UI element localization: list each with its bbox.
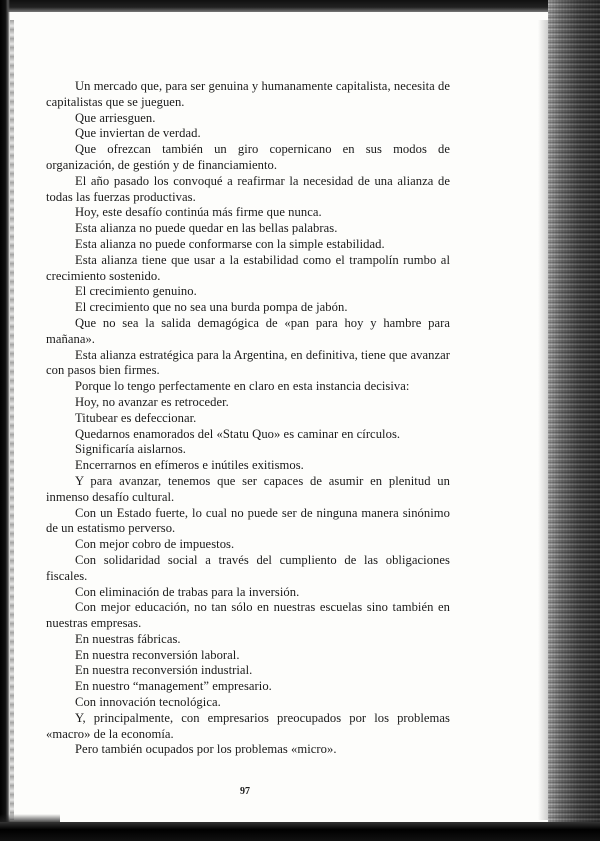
scan-right-edge xyxy=(548,0,600,841)
paragraph: Esta alianza no puede conformarse con la simple estabilidad. xyxy=(75,236,385,251)
paragraph: Pero también ocupados por los problemas «micro». xyxy=(75,742,337,757)
paragraph: Significaría aislarnos. xyxy=(75,442,186,457)
paragraph: Porque lo tengo perfectamente en claro en esta instancia decisiva: xyxy=(75,379,410,394)
paragraph: El crecimiento que no sea una burda pompa de jabón. xyxy=(75,300,348,315)
paragraph: Y, principalmente, con empresarios preocupados por los problemas «macro» de la economía. xyxy=(46,710,450,741)
paragraph: Con innovación tecnológica. xyxy=(75,695,221,710)
paragraph: En nuestras fábricas. xyxy=(75,631,181,646)
paragraph: Que no sea la salida demagógica de «pan para hoy y hambre para mañana». xyxy=(46,315,450,346)
paragraph: Hoy, este desafío continúa más firme que nunca. xyxy=(75,205,322,220)
paragraph: Esta alianza no puede quedar en las bellas palabras. xyxy=(75,221,338,236)
scan-bottom-edge xyxy=(0,822,600,841)
page-number: 97 xyxy=(240,786,250,797)
paragraph: En nuestra reconversión laboral. xyxy=(75,647,240,662)
paragraph: Quedarnos enamorados del «Statu Quo» es caminar en círculos. xyxy=(75,426,401,441)
paragraph: Un mercado que, para ser genuina y humanamente capitalista, necesita de capitalistas que se jueguen. xyxy=(46,79,450,109)
paragraph: Que inviertan de verdad. xyxy=(75,126,201,141)
scan-left-binding-shadow xyxy=(10,20,14,820)
scan-left-edge xyxy=(0,0,10,841)
paragraph: Con un Estado fuerte, lo cual no puede ser de ninguna manera sinónimo de un estatismo perverso. xyxy=(46,505,450,536)
scan-right-shadow xyxy=(538,20,548,820)
paragraph: Con mejor cobro de impuestos. xyxy=(75,537,235,552)
paragraph: El año pasado los convoqué a reafirmar la necesidad de una alianza de todas las fuerzas productivas. xyxy=(46,173,450,204)
paragraph: Que arriesguen. xyxy=(75,110,156,125)
paragraph: Con solidaridad social a través del cumpliento de las obligaciones fiscales. xyxy=(46,552,450,583)
paragraph: En nuestro “management” empresario. xyxy=(75,679,272,694)
paragraph: El crecimiento genuino. xyxy=(75,284,197,299)
body-text xyxy=(46,79,450,758)
paragraph: Esta alianza tiene que usar a la estabilidad como el trampolín rumbo al crecimiento sostenido. xyxy=(46,252,450,283)
paragraph: Hoy, no avanzar es retroceder. xyxy=(75,394,229,409)
scan-top-edge xyxy=(0,0,600,12)
paragraph: Con mejor educación, no tan sólo en nuestras escuelas sino también en nuestras empresas. xyxy=(46,600,450,631)
paragraph: Encerrarnos en efímeros e inútiles exitismos. xyxy=(75,458,304,473)
paragraph: Esta alianza estratégica para la Argentina, en definitiva, tiene que avanzar con pasos bien firmes. xyxy=(46,347,450,378)
paragraph: En nuestra reconversión industrial. xyxy=(75,663,253,678)
paragraph: Con eliminación de trabas para la inversión. xyxy=(75,584,300,599)
paragraph: Y para avanzar, tenemos que ser capaces de asumir en plenitud un inmenso desafío cultural. xyxy=(46,473,450,504)
paragraph: Titubear es defeccionar. xyxy=(75,410,197,425)
paragraph: Que ofrezcan también un giro copernicano en sus modos de organización, de gestión y de financiamiento. xyxy=(46,142,450,172)
